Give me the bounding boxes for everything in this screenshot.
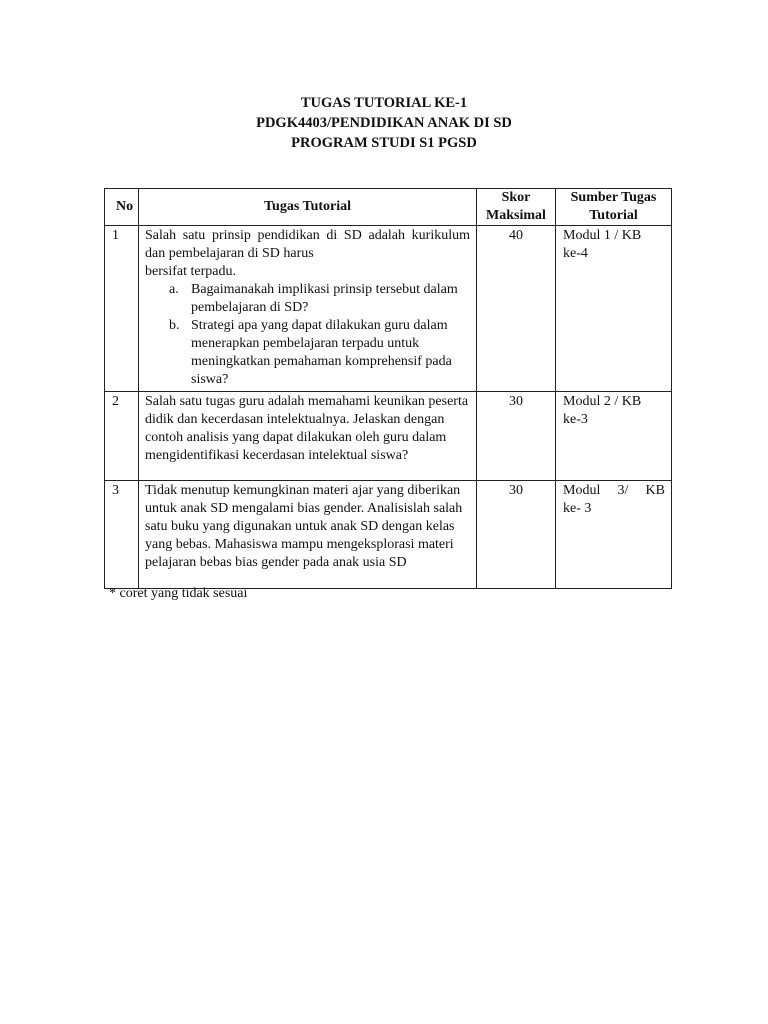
task-intro-end: bersifat terpadu. [145, 264, 236, 279]
title-line-2: PDGK4403/PENDIDIKAN ANAK DI SD [256, 115, 512, 131]
column-header-score-line-1: Skor [501, 190, 531, 205]
task-cell: Tidak menutup kemungkinan materi ajar yang diberikan untuk anak SD mengalami bias gender. Analisislah salah satu buku yang digunakan untuk anak SD dengan kelas yang bebas. Mahasiswa mampu mengeksplorasi materi pelajaran bebas bias gender pada anak usia SD [139, 481, 477, 589]
title-line-1: TUGAS TUTORIAL KE-1 [300, 95, 468, 111]
source-line-1: Modul 1 / KB [563, 228, 642, 243]
row-number: 3 [105, 481, 139, 589]
table-header-row [105, 189, 672, 226]
column-header-no: No [105, 189, 139, 226]
source-line-2: ke- 3 [563, 501, 592, 516]
footnote: * coret yang tidak sesuai [109, 586, 248, 601]
column-header-source-line-2: Tutorial [589, 208, 638, 223]
question-marker: b. [169, 318, 180, 333]
task-question-list [145, 281, 470, 389]
table-row [105, 392, 672, 481]
task-intro: Salah satu prinsip pendidikan di SD adalah kurikulum dan pembelajaran di SD harus [145, 228, 470, 261]
tutorial-task-table [104, 188, 672, 589]
score-cell: 30 [477, 392, 556, 481]
row-number: 2 [105, 392, 139, 481]
source-cell [556, 481, 672, 589]
question-marker: a. [169, 282, 179, 297]
score-cell: 30 [477, 481, 556, 589]
question-text: Strategi apa yang dapat dilakukan guru dalam menerapkan pembelajaran terpadu untuk meningkatkan pemahaman komprehensif pada siswa? [191, 318, 452, 387]
row-number: 1 [105, 226, 139, 392]
table-row [105, 481, 672, 589]
task-cell: Salah satu tugas guru adalah memahami keunikan peserta didik dan kecerdasan intelektualnya. Jelaskan dengan contoh analisis yang dapat dilakukan oleh guru dalam mengidentifikasi kecerdasan intelektual siswa? [139, 392, 477, 481]
column-header-task: Tugas Tutorial [139, 189, 477, 226]
task-cell [139, 226, 477, 392]
score-cell: 40 [477, 226, 556, 392]
column-header-source [556, 189, 672, 226]
question-text: Bagaimanakah implikasi prinsip tersebut dalam pembelajaran di SD? [191, 282, 458, 315]
source-line-1: Modul 3/ KB [563, 483, 665, 498]
column-header-score-line-2: Maksimal [486, 208, 546, 223]
source-cell [556, 392, 672, 481]
title-line-3: PROGRAM STUDI S1 PGSD [291, 135, 477, 151]
source-line-1: Modul 2 / KB [563, 394, 642, 409]
task-question [145, 317, 470, 389]
column-header-score [477, 189, 556, 226]
source-line-2: ke-3 [563, 412, 588, 427]
column-header-source-line-1: Sumber Tugas [570, 190, 657, 205]
source-cell [556, 226, 672, 392]
document-header [0, 93, 768, 153]
source-line-2: ke-4 [563, 246, 588, 261]
table-row [105, 226, 672, 392]
task-question [145, 281, 470, 317]
